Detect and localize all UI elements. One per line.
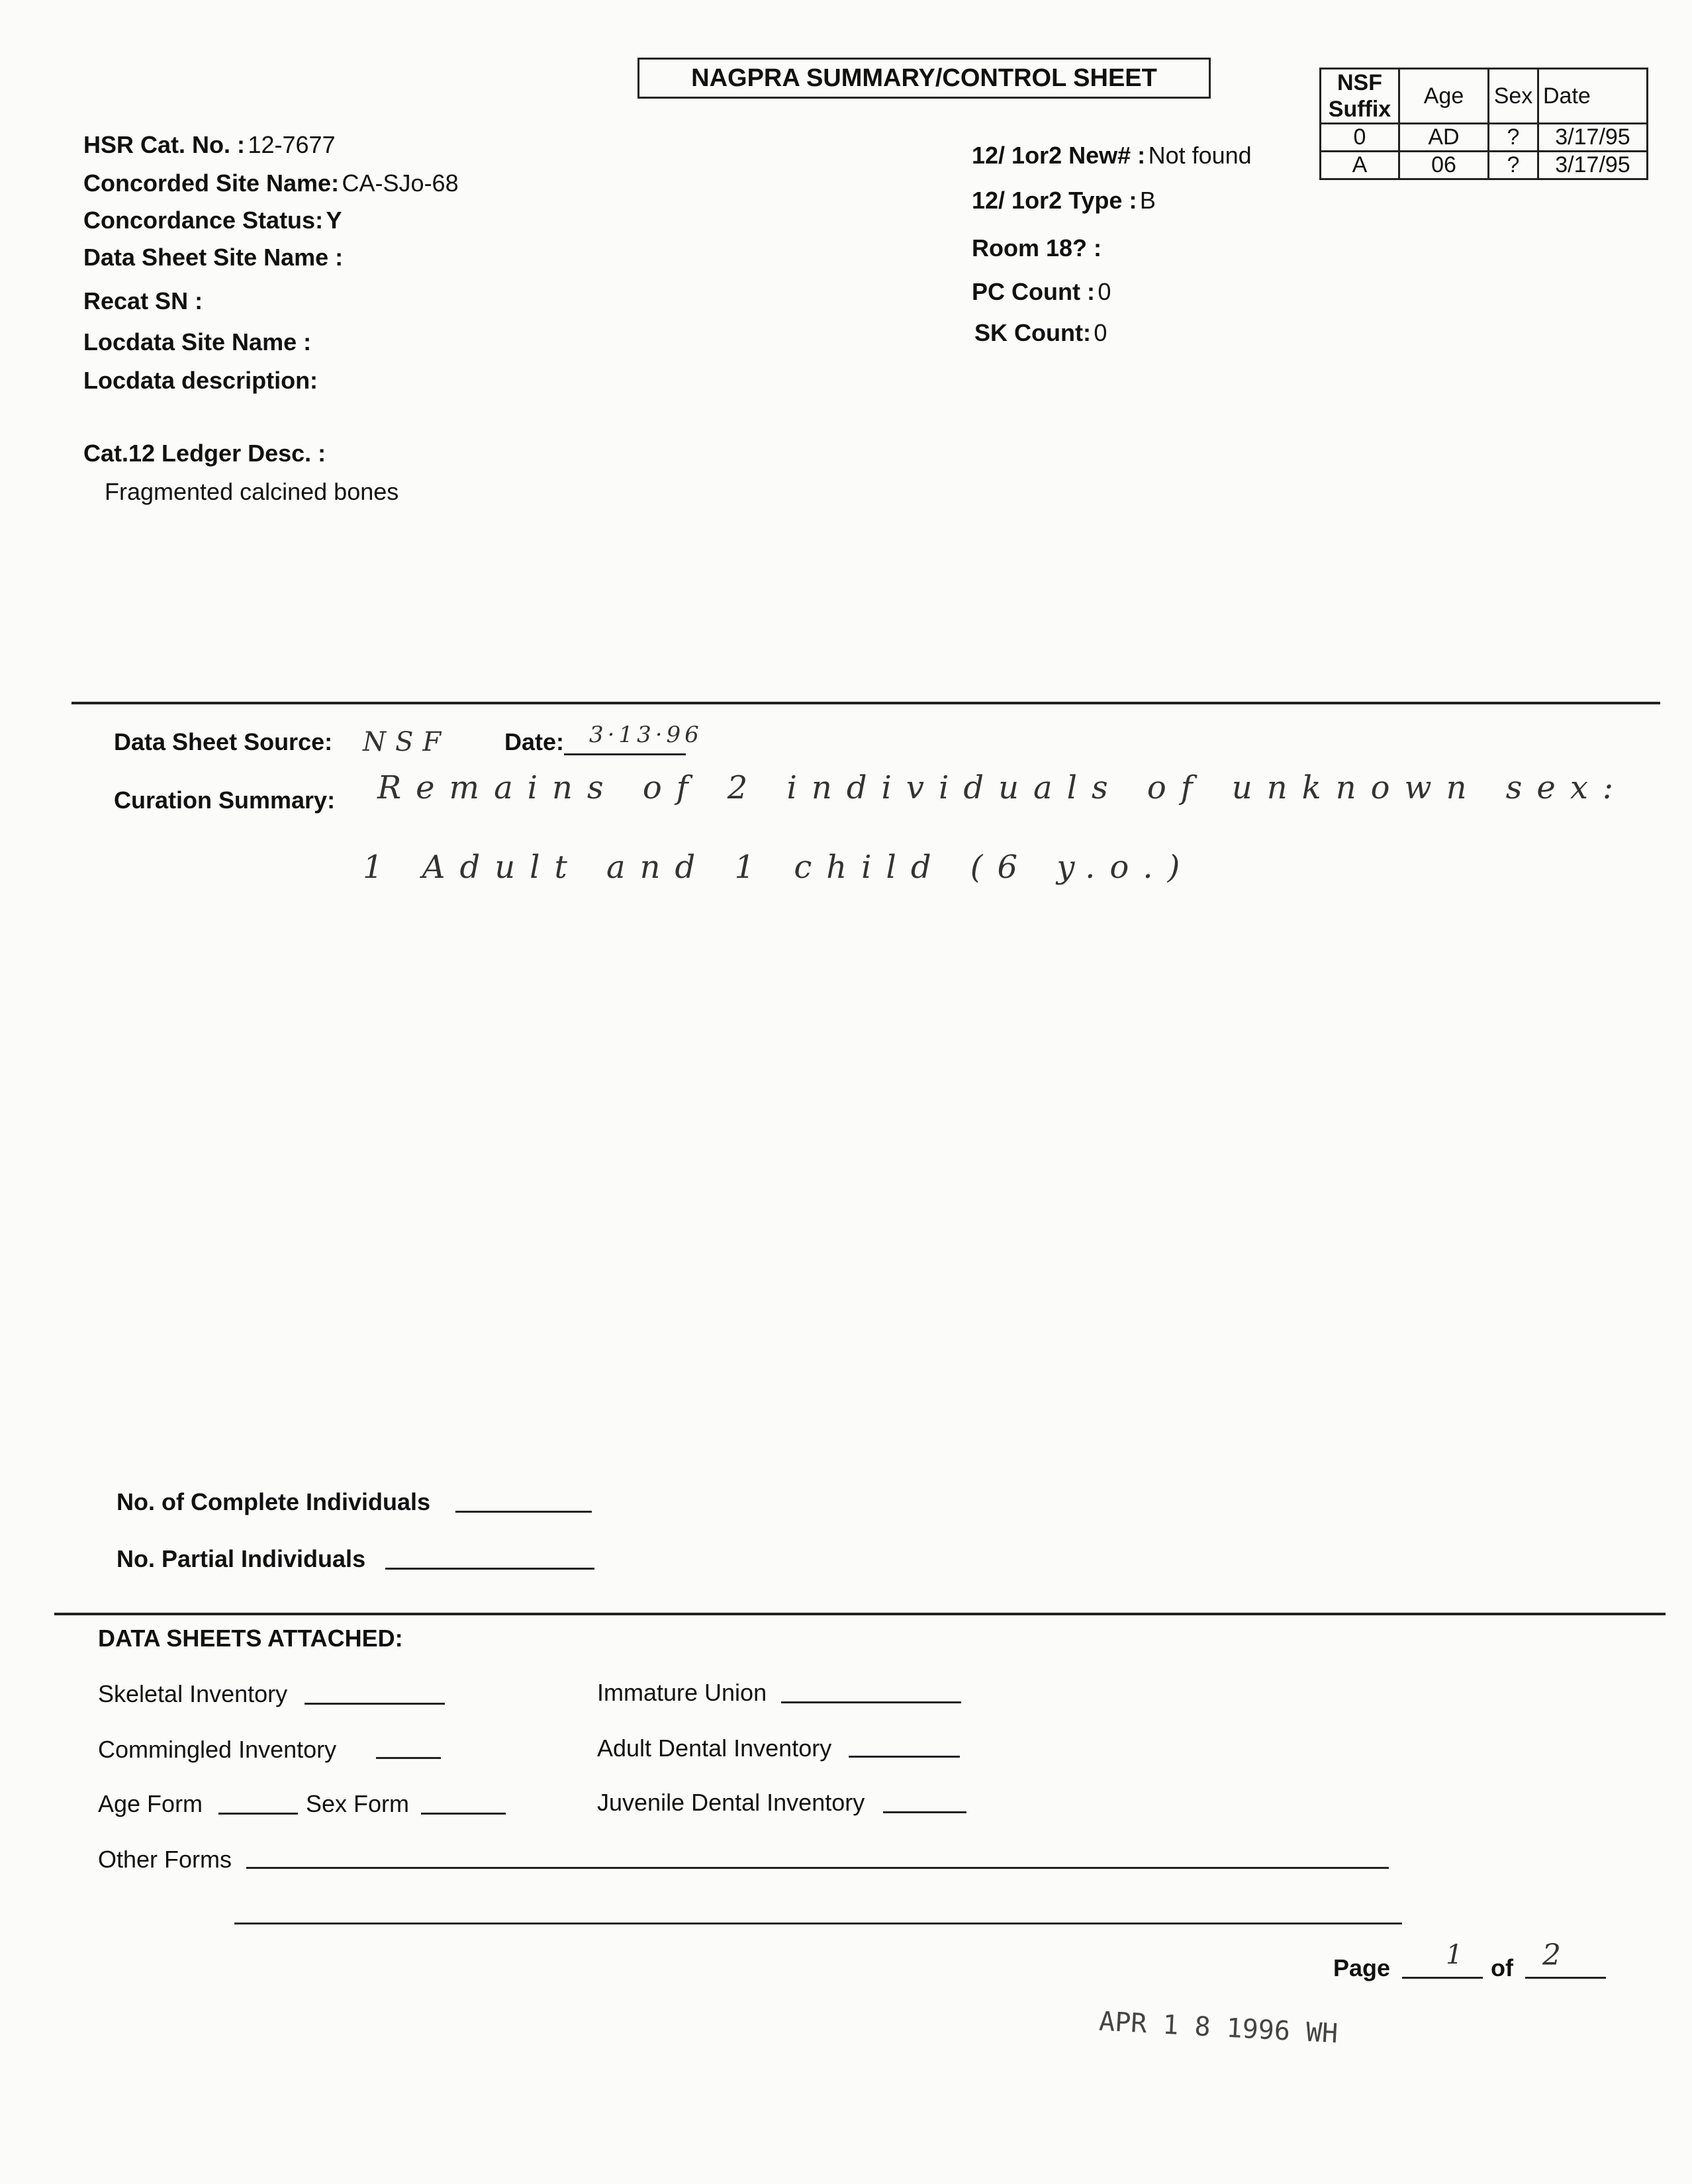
pc-count-field xyxy=(972,278,1111,306)
other-forms-line-2 xyxy=(234,1923,1402,1924)
table-cell: ? xyxy=(1489,124,1538,152)
data-sheets-heading: DATA SHEETS ATTACHED: xyxy=(98,1625,403,1652)
commingled-inventory-label: Commingled Inventory xyxy=(98,1736,337,1763)
juvenile-dental-line xyxy=(883,1811,966,1813)
skeletal-inventory-line xyxy=(305,1703,445,1705)
concordance-status-value: Y xyxy=(326,207,342,234)
skeletal-inventory-label: Skeletal Inventory xyxy=(98,1680,288,1707)
age-form-line xyxy=(218,1813,298,1815)
pc-count-value: 0 xyxy=(1098,278,1111,305)
curation-summary-label: Curation Summary: xyxy=(114,786,336,814)
nsf-table xyxy=(1319,68,1648,180)
concordance-status-field xyxy=(83,207,342,234)
age-header: Age xyxy=(1399,69,1489,124)
sk-count-value: 0 xyxy=(1094,319,1107,346)
concorded-site-field xyxy=(83,169,459,197)
concorded-site-label: Concorded Site Name: xyxy=(83,169,340,197)
recat-sn-label: Recat SN : xyxy=(83,287,203,314)
adult-dental-line xyxy=(849,1756,960,1758)
page-label: Page xyxy=(1333,1954,1391,1981)
complete-individuals-line xyxy=(455,1511,592,1513)
data-sheet-site-label: Data Sheet Site Name : xyxy=(83,244,344,271)
received-date-stamp: APR 1 8 1996 WH xyxy=(1098,2006,1339,2050)
sk-count-field xyxy=(974,319,1107,347)
immature-union-label: Immature Union xyxy=(597,1679,767,1706)
data-sheet-source-value: NSF xyxy=(363,727,451,757)
table-cell: A xyxy=(1321,152,1399,179)
table-cell: AD xyxy=(1399,124,1489,152)
partial-individuals-line xyxy=(385,1568,594,1570)
table-row xyxy=(1321,124,1648,152)
room-18-label: Room 18? : xyxy=(972,234,1102,261)
new-number-label: 12/ 1or2 New# : xyxy=(972,142,1146,169)
commingled-inventory-line xyxy=(376,1757,441,1759)
data-sheet-source-label: Data Sheet Source: xyxy=(114,728,333,755)
type-field xyxy=(972,187,1156,214)
table-cell: 3/17/95 xyxy=(1538,124,1648,152)
section-divider xyxy=(54,1613,1666,1615)
other-forms-line xyxy=(246,1867,1389,1869)
sex-header: Sex xyxy=(1489,69,1538,124)
sex-form-line xyxy=(421,1813,506,1815)
table-cell: ? xyxy=(1489,152,1538,179)
new-number-value: Not found xyxy=(1148,142,1252,169)
nsf-table-header xyxy=(1321,69,1648,124)
curation-summary-line1: Remains of 2 individuals of unknown sex: xyxy=(377,769,1628,806)
section-divider xyxy=(71,702,1660,704)
other-forms-label: Other Forms xyxy=(98,1846,232,1873)
juvenile-dental-label: Juvenile Dental Inventory xyxy=(597,1789,865,1816)
locdata-description-label: Locdata description: xyxy=(83,367,318,394)
page-title: NAGPRA SUMMARY/CONTROL SHEET xyxy=(637,58,1211,99)
page-number-value: 1 xyxy=(1446,1940,1472,1970)
hsr-cat-field xyxy=(83,131,336,159)
table-cell: 0 xyxy=(1321,124,1399,152)
complete-individuals-label: No. of Complete Individuals xyxy=(117,1488,431,1515)
curation-date-value: 3·13·96 xyxy=(589,722,703,748)
date-header: Date xyxy=(1538,69,1648,124)
hsr-cat-value: 12-7677 xyxy=(248,131,336,158)
ledger-desc-value: Fragmented calcined bones xyxy=(105,478,399,505)
ledger-desc-label: Cat.12 Ledger Desc. : xyxy=(83,440,326,467)
page-number-line xyxy=(1402,1977,1483,1979)
curation-date-label: Date: xyxy=(504,728,565,755)
partial-individuals-label: No. Partial Individuals xyxy=(117,1545,366,1572)
type-value: B xyxy=(1139,187,1156,214)
adult-dental-label: Adult Dental Inventory xyxy=(597,1734,832,1762)
sk-count-label: SK Count: xyxy=(974,319,1091,346)
pc-count-label: PC Count : xyxy=(972,278,1095,305)
type-label: 12/ 1or2 Type : xyxy=(972,187,1137,214)
hsr-cat-label: HSR Cat. No. : xyxy=(83,131,246,158)
age-form-label: Age Form xyxy=(98,1790,203,1817)
date-underline xyxy=(564,753,686,755)
curation-summary-line2: 1 Adult and 1 child (6 y.o.) xyxy=(363,849,1195,886)
locdata-site-label: Locdata Site Name : xyxy=(83,328,312,356)
page-total-value: 2 xyxy=(1542,1938,1570,1972)
nsf-suffix-header: NSF Suffix xyxy=(1321,69,1399,124)
immature-union-line xyxy=(781,1701,961,1703)
sex-form-label: Sex Form xyxy=(306,1790,410,1817)
table-cell: 06 xyxy=(1399,152,1489,179)
new-number-field xyxy=(972,142,1252,169)
table-row xyxy=(1321,152,1648,179)
page-total-line xyxy=(1525,1977,1606,1979)
of-label: of xyxy=(1491,1954,1513,1981)
concorded-site-value: CA-SJo-68 xyxy=(342,169,459,197)
concordance-status-label: Concordance Status: xyxy=(83,207,324,234)
table-cell: 3/17/95 xyxy=(1538,152,1648,179)
